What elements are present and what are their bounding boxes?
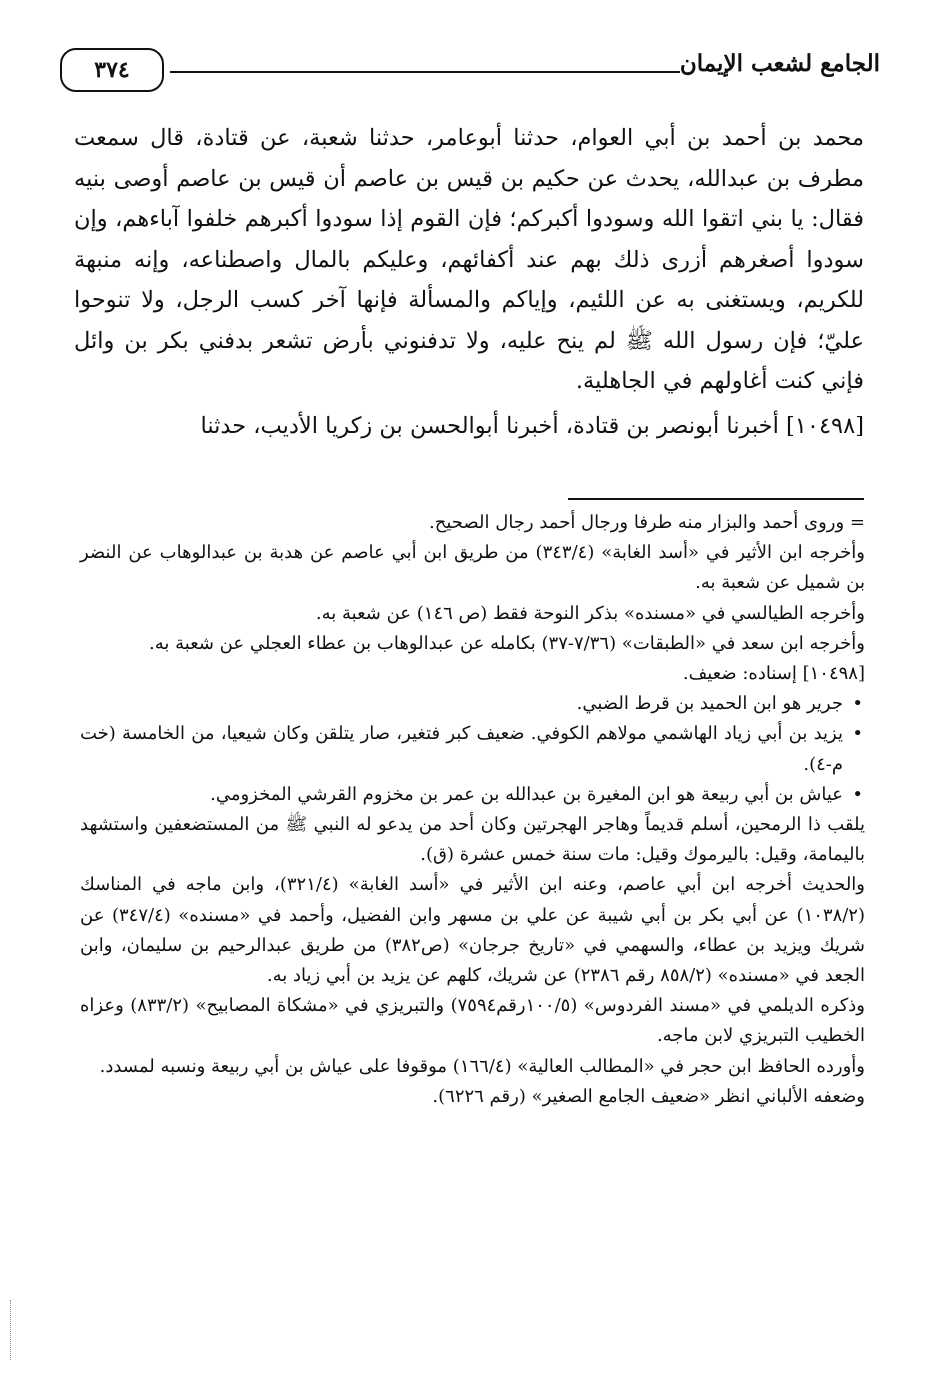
main-text [74, 118, 864, 446]
footnotes [80, 508, 865, 1112]
footnote-line: وأورده الحافظ ابن حجر في «المطالب العالية» (١٦٦/٤) موقوفا على عياش بن أبي ربيعة ونسبه لمسدد. [99, 1055, 865, 1077]
footnote-bullet: • جرير هو ابن الحميد بن قرط الضبي. [80, 689, 865, 719]
main-paragraph-hadith-1498: [١٠٤٩٨] أخبرنا أبونصر بن قتادة، أخبرنا أبوالحسن بن زكريا الأديب، حدثنا [200, 412, 864, 439]
footnote-line: يلقب ذا الرمحين، أسلم قديماً وهاجر الهجرتين وكان أحد من يدعو له النبي ﷺ من المستضعفين واستشهد باليمامة، وقيل: باليرموك وقيل: مات سنة خمس عشرة (ق). [80, 814, 865, 866]
footnote-separator [568, 498, 864, 500]
footnote-bullet: • عياش بن أبي ربيعة هو ابن المغيرة بن عبدالله بن عمر بن مخزوم القرشي المخزومي. [80, 780, 865, 810]
footnote-line: = وروى أحمد والبزار منه طرفا ورجال أحمد رجال الصحيح. [429, 512, 865, 533]
footnote-bullet: • يزيد بن أبي زياد الهاشمي مولاهم الكوفي. ضعيف كبر فتغير، صار يتلقن وكان شيعيا، من الخامسة (خت م-٤). [80, 719, 865, 779]
header-rule [170, 71, 680, 73]
footnote-line: وضعفه الألباني انظر «ضعيف الجامع الصغير» (رقم ٦٢٢٦). [432, 1085, 865, 1107]
scan-margin-mark [10, 1300, 13, 1360]
page-header [60, 44, 880, 104]
page-number: ٣٧٤ [60, 48, 164, 92]
book-title: الجامع لشعب الإيمان [679, 50, 880, 77]
footnote-line: وذكره الديلمي في «مسند الفردوس» (١٠٠/٥رقم٧٥٩٤) والتبريزي في «مشكاة المصابيح» (٨٣٣/٢) وعزاه الخطيب التبريزي لابن ماجه. [80, 995, 865, 1047]
footnote-line: والحديث أخرجه ابن أبي عاصم، وعنه ابن الأثير في «أسد الغابة» (٣٢١/٤)، وابن ماجه في المناسك (١٠٣٨/٢) عن أبي بكر بن أبي شيبة عن علي بن مسهر وابن الفضيل، وأحمد في «مسنده» (٣٤٧/٤) عن شريك ويزيد بن عطاء، والسهمي في «تاريخ جرجان» (ص٣٨٢) من طريق عبدالرحيم بن سليمان، وابن الجعد في «مسنده» (٨٥٨/٢ رقم ٢٣٨٦) عن شريك، كلهم عن يزيد بن أبي زياد به. [80, 874, 865, 987]
main-paragraph: محمد بن أحمد بن أبي العوام، حدثنا أبوعامر، حدثنا شعبة، عن قتادة، قال سمعت مطرف بن عبدالله، يحدث عن حكيم بن قيس بن عاصم أن قيس بن عاصم أوصى بنيه فقال: يا بني اتقوا الله وسودوا أكبركم؛ فإن القوم إذا سودوا أكبرهم خلفوا آباءهم، وإن سودوا أصغرهم أزرى ذلك بهم عند أكفائهم، وعليكم بالمال واصطناعه، وإنه منبهة للكريم، ويستغنى به عن اللئيم، وإياكم والمسألة فإنها آخر كسب الرجل، ولا تنوحوا عليّ؛ فإن رسول الله ﷺ لم ينح عليه، ولا تدفنوني بأرض تشعر بدفني بكر بن وائل فإني كنت أغاولهم في الجاهلية. [74, 125, 864, 394]
footnote-line: وأخرجه ابن الأثير في «أسد الغابة» (٣٤٣/٤) من طريق ابن أبي عاصم عن هدبة بن عبدالوهاب عن النضر بن شميل عن شعبة به. [80, 542, 865, 594]
footnote-line: وأخرجه الطيالسي في «مسنده» بذكر النوحة فقط (ص ١٤٦) عن شعبة به. [315, 602, 865, 624]
footnote-isnad-grade: [١٠٤٩٨] إسناده: ضعيف. [682, 663, 865, 685]
footnote-line: وأخرجه ابن سعد في «الطبقات» (٧/٣٦-٣٧) بكامله عن عبدالوهاب بن عطاء العجلي عن شعبة به. [148, 632, 865, 654]
